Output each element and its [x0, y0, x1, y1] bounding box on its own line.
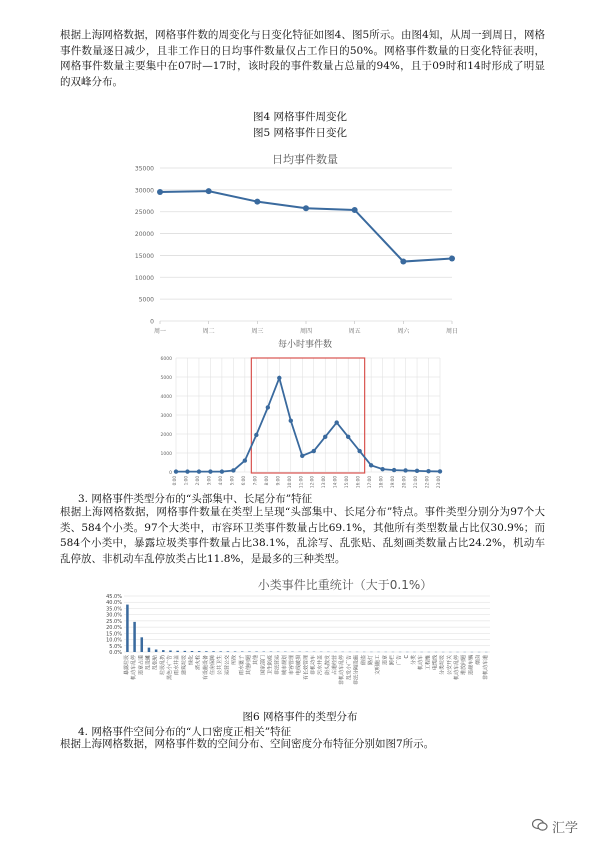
x-tick-label: 机动车乱停	[454, 655, 461, 681]
wechat-icon	[532, 818, 548, 836]
chart-category-title: 小类事件比重统计（大于0.1%）	[257, 578, 433, 592]
data-point	[403, 468, 407, 472]
y-tick-label: 30.0%	[106, 612, 122, 619]
x-tick-label: 街头散发	[324, 655, 331, 676]
x-tick-label: 5:00	[229, 476, 235, 486]
x-tick-label: 10:00	[286, 476, 292, 488]
x-tick-label: 非法分隔设施	[353, 655, 360, 686]
x-tick-label: 0:00	[172, 476, 177, 486]
y-tick-label: 4000	[160, 395, 172, 400]
data-point	[197, 469, 201, 473]
x-tick-label: 周四	[299, 328, 313, 335]
watermark	[532, 817, 578, 836]
data-point	[380, 467, 384, 471]
data-point	[277, 376, 281, 380]
data-point	[303, 205, 309, 211]
x-tick-label: 20:00	[401, 476, 407, 488]
bar	[227, 651, 230, 652]
x-tick-label: 住房保障	[210, 655, 217, 676]
weekly-line-chart	[0, 162, 600, 352]
x-tick-label: 所改	[231, 655, 238, 666]
x-tick-label: 违规车辆	[468, 655, 475, 676]
data-point	[323, 435, 327, 439]
x-tick-label: 市容管理	[289, 655, 296, 676]
bar	[176, 651, 179, 652]
x-tick-label: 电缆线	[432, 655, 439, 671]
data-point	[254, 199, 260, 205]
x-tick-label: 有设施设备	[202, 655, 209, 681]
y-tick-label: 5000	[138, 296, 154, 304]
section3-paragraph: 根据上海网格数据，网格事件数量在类型上呈现“头部集中、长尾分布”特点。事件类型分别分为97个大类、584个小类。97个大类中，市容环卫类事件数量占比69.1%，其他所有类型数量占比仅30.9%；而584个小类中，暴露垃圾类事件数量占比38.1%，乱涂写、乱张贴、乱刻画类数量占比24.2%，机动车乱停放、非机动车乱停放类占比11.8%，是最多的三种类型。	[60, 506, 545, 565]
x-tick-label: 17:00	[367, 476, 373, 488]
hourly-line-chart	[0, 348, 600, 488]
x-tick-label: 暴露垃圾	[123, 655, 130, 676]
data-point	[346, 435, 350, 439]
bar	[126, 605, 129, 652]
x-tick-label: 6:00	[240, 476, 246, 486]
series-line	[176, 378, 440, 472]
data-point	[426, 469, 430, 473]
data-point	[231, 468, 235, 472]
y-tick-label: 0	[169, 471, 172, 476]
data-point	[206, 188, 212, 194]
x-tick-label: 跨栏	[389, 655, 396, 666]
bar	[148, 648, 151, 652]
bar	[169, 651, 172, 652]
data-point	[357, 449, 361, 453]
x-tick-label: 建筑垃圾	[181, 655, 188, 676]
y-tick-label: 5000	[160, 376, 172, 381]
x-tick-label: 雨水篦子	[238, 655, 245, 676]
data-point	[369, 463, 373, 467]
data-point	[254, 433, 258, 437]
x-tick-label: 广告	[396, 655, 403, 666]
x-tick-label: 非法营运	[274, 655, 281, 676]
data-point	[266, 405, 270, 409]
bar	[234, 651, 237, 652]
x-tick-label: 路灯	[367, 655, 374, 666]
y-tick-label: 35.0%	[106, 606, 122, 613]
y-tick-label: 3000	[160, 414, 172, 419]
x-tick-label: 11:00	[298, 476, 304, 488]
data-point	[157, 189, 163, 195]
x-tick-label: 公共卫生	[217, 655, 224, 676]
x-tick-label: 2:00	[194, 476, 200, 486]
x-tick-label: 22:00	[424, 476, 430, 488]
x-tick-label: 文明施工	[375, 655, 382, 676]
x-tick-label: 19:00	[390, 476, 396, 488]
data-point	[185, 469, 189, 473]
x-tick-label: C	[403, 655, 410, 659]
y-tick-label: 15000	[134, 252, 154, 260]
bar	[184, 651, 187, 652]
x-tick-label: 周六	[397, 328, 410, 335]
data-point	[352, 207, 358, 213]
bar	[212, 651, 215, 652]
data-point	[174, 469, 178, 473]
x-tick-label: 公安开关	[446, 655, 453, 676]
data-point	[334, 420, 338, 424]
bar	[198, 651, 201, 652]
x-tick-label: 机动车乱停	[131, 655, 138, 681]
x-tick-label: 垃圾乱扔	[159, 655, 166, 676]
section3-heading: 3. 网格事件类型分布的“头部集中、长尾分布”特征	[78, 493, 313, 505]
data-point	[438, 469, 442, 473]
data-point	[289, 419, 293, 423]
bar	[191, 651, 194, 652]
data-point	[449, 255, 455, 261]
x-tick-label: 3:00	[206, 476, 212, 486]
highlight-box	[251, 358, 364, 473]
data-point	[415, 469, 419, 473]
x-tick-label: 机动车	[418, 655, 425, 671]
data-point	[312, 449, 316, 453]
y-tick-label: 0	[150, 318, 154, 326]
x-tick-label: 周二	[202, 328, 215, 335]
x-tick-label: 18:00	[378, 476, 384, 488]
y-tick-label: 20000	[134, 231, 154, 239]
intro-paragraph: 根据上海网格数据，网格事件数的周变化与日变化特征如图4、图5所示。由图4知，从周一到周日，网格事件数量逐日减少，且非工作日的日均事件数量仅占工作日的50%。网格事件数量的日变化特征表明，网格事件数量主要集中在07时—17时，该时段的事件数量占总量的94%，且于09时和14时形成了明显的双峰分布。	[60, 29, 545, 88]
x-tick-label: 运营公交	[224, 655, 231, 676]
y-tick-label: 15.0%	[106, 631, 122, 638]
x-tick-label: 违章占道	[138, 655, 145, 676]
chart-weekly-title: 日均事件数量	[272, 153, 338, 166]
x-tick-label: 8:00	[263, 476, 269, 486]
bar	[162, 650, 165, 652]
x-tick-label: 违章	[382, 655, 389, 666]
x-tick-label: 城市规划	[281, 655, 288, 676]
y-tick-label: 5.0%	[109, 643, 122, 650]
x-tick-label: 周日	[445, 328, 459, 335]
bar	[205, 651, 208, 652]
bar	[155, 650, 158, 652]
bar	[133, 622, 136, 652]
x-tick-label: 绿化	[188, 655, 195, 666]
y-tick-label: 1000	[160, 452, 172, 457]
series-line	[160, 191, 452, 261]
x-tick-label: 非机动车	[310, 655, 317, 676]
x-tick-label: 13:00	[321, 476, 327, 488]
x-tick-label: 非机动车道	[482, 655, 489, 681]
x-tick-label: 雨水井盖	[174, 655, 181, 676]
x-tick-label: 16:00	[355, 476, 361, 488]
x-tick-label: 偷盗	[360, 655, 367, 666]
fig6-caption: 图6 网格事件的类型分布	[242, 711, 358, 723]
watermark-text: 汇学	[551, 821, 578, 836]
data-point	[220, 469, 224, 473]
y-tick-label: 0.0%	[109, 650, 122, 656]
fig4-caption: 图4 网格事件周变化	[252, 111, 348, 123]
x-tick-label: 周三	[251, 328, 264, 335]
x-tick-label: 12:00	[309, 476, 315, 488]
y-tick-label: 45.0%	[106, 594, 122, 600]
chart-hourly-title: 每小时事件数	[277, 340, 332, 350]
y-tick-label: 20.0%	[106, 625, 122, 632]
data-point	[300, 454, 304, 458]
x-tick-label: 乱发小广告	[346, 655, 353, 681]
x-tick-label: 1:00	[183, 476, 189, 486]
x-tick-label: 污水井盖	[317, 655, 324, 676]
x-tick-label: 电线破损	[296, 655, 303, 676]
y-tick-label: 40.0%	[106, 600, 122, 607]
x-tick-label: 4:00	[217, 476, 223, 486]
x-tick-label: 其他问题	[245, 655, 252, 676]
x-tick-label: 占道经营	[332, 655, 339, 676]
data-point	[243, 458, 247, 462]
x-tick-label: 分类垃圾	[439, 655, 446, 676]
x-tick-label: 14:00	[332, 476, 338, 488]
x-tick-label: 周五	[348, 328, 361, 335]
y-tick-label: 35000	[134, 165, 154, 173]
x-tick-label: 烟囱	[475, 655, 482, 666]
y-tick-label: 30000	[134, 187, 154, 195]
category-bar-chart	[0, 592, 600, 712]
x-tick-label: 国家部门	[260, 655, 267, 676]
x-tick-label: 乱设摊	[145, 655, 152, 671]
x-tick-label: 黑色小广告	[167, 655, 174, 681]
section4-heading: 4. 网格事件空间分布的“人口密度正相关”特征	[78, 726, 292, 738]
y-tick-label: 10.0%	[106, 637, 122, 644]
x-tick-label: 工程维	[425, 655, 432, 671]
y-tick-label: 6000	[160, 357, 172, 362]
x-tick-label: 9:00	[275, 476, 281, 486]
x-tick-label: 分类	[411, 655, 418, 666]
x-tick-label: 21:00	[413, 476, 419, 488]
x-tick-label: 消火栓	[195, 655, 202, 671]
y-tick-label: 10000	[134, 274, 154, 282]
bar	[219, 651, 222, 652]
data-point	[208, 469, 212, 473]
x-tick-label: 其他	[253, 655, 260, 666]
x-tick-label: 非机动车乱停	[339, 655, 346, 686]
x-tick-label: 15:00	[344, 476, 350, 488]
x-tick-label: 周一	[153, 328, 167, 335]
data-point	[400, 259, 406, 265]
data-point	[392, 468, 396, 472]
x-tick-label: 堆放问题	[461, 655, 468, 676]
x-tick-label: 卫生防疫	[267, 655, 274, 676]
y-tick-label: 2000	[160, 433, 172, 438]
bar	[141, 637, 144, 652]
x-tick-label: 有长效管理	[303, 655, 310, 681]
fig5-caption: 图5 网格事件日变化	[252, 127, 348, 139]
x-tick-label: 7:00	[252, 476, 258, 486]
section4-paragraph: 根据上海网格数据，网格事件数的空间分布、空间密度分布特征分别如图7所示。	[60, 738, 435, 750]
y-tick-label: 25.0%	[106, 618, 122, 625]
x-tick-label: 23:00	[436, 476, 441, 488]
y-tick-label: 25000	[134, 209, 154, 217]
x-tick-label: 乱张贴	[152, 655, 159, 671]
